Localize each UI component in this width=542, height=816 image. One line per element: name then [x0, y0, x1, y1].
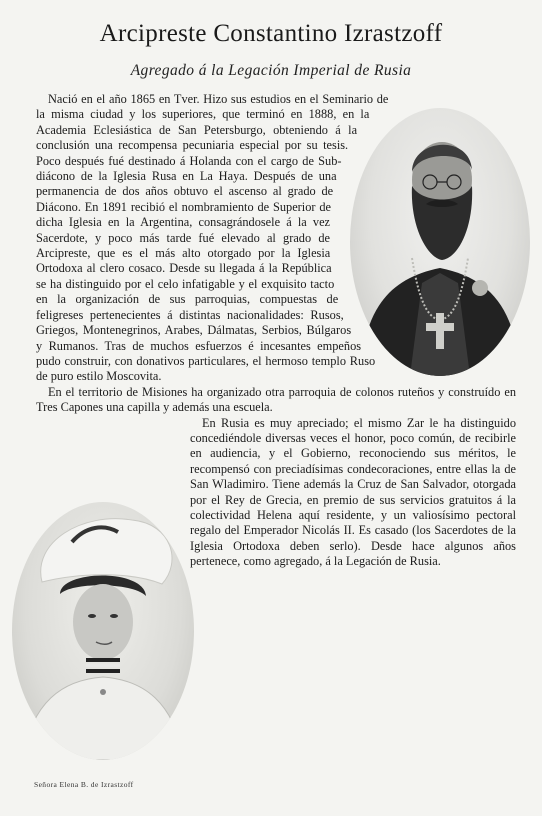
photo-caption: Señora Elena B. de Izrastzoff: [34, 780, 134, 789]
portrait-text-wrap-right: [336, 92, 516, 368]
page-subtitle: Agregado á la Legación Imperial de Rusia: [130, 62, 412, 79]
paragraph: En Rusia es muy apreciado; el mismo Zar le ha distinguido concediéndole diversas veces el honor, poco común, de recibirle en audiencia, y el Gobierno, reconociendo sus méritos, le recompensó con preciadísimas condecoraciones, entre ellas la de San Wladimiro. Tiene además la Cruz de San Salvador, otorgada por el Rey de Grecia, en premio de sus servicios gratuitos á la colectividad Helena aquí residente, y un valiosísimo pectoral regalo del Emperador Nicolás II. Es casado (los Sacerdotes de la Iglesia Ortodoxa deben serlo). Desde hace algunos años pertenece, como agregado, á la Legación de Rusia.: [36, 416, 516, 570]
portrait-text-wrap-left: [36, 504, 184, 674]
paragraph: En el territorio de Misiones ha organizado otra parroquia de colonos ruteños y construído en Tres Capones una capilla y además una escuela.: [36, 384, 516, 415]
article-body: [36, 92, 516, 674]
paragraph: Nació en el año 1865 en Tver. Hizo sus estudios en el Seminario de la misma ciudad y los superiores, que terminó en 1888, en la Academia Eclesiástica de San Petersburgo, obteniendo á la conclusión una recompensa pecuniaria especial por su tesis. Poco después fué destinado á Holanda con el cargo de Sub-diácono de la Iglesia Rusa en La Haya. Después de una permanencia de dos años obtuvo el ascenso al grado de Diácono. En 1891 recibió el nombramiento de Superior de dicha Iglesia en la Argentina, consagrándosele á la vez Sacerdote, y poco más tarde fué elevado al grado de Arcipreste, que es el más alto otorgado por la Iglesia Ortodoxa al clero cosaco. Desde su llegada á la República se ha distinguido por el celo infatigable y el exquisito tacto en la organización de sus parroquias, compuestas de feligreses pertenecientes á distintas nacionalidades: Rusos, Griegos, Montenegrinos, Arabes, Dálmatas, Serbios, Búlgaros y Rumanos. Tras de muchos esfuerzos é incesantes empeños pudo construir, con donativos particulares, el hermoso templo Ruso de puro estilo Moscovita.: [36, 92, 389, 384]
page-title: Arcipreste Constantino Izrastzoff: [99, 20, 443, 47]
